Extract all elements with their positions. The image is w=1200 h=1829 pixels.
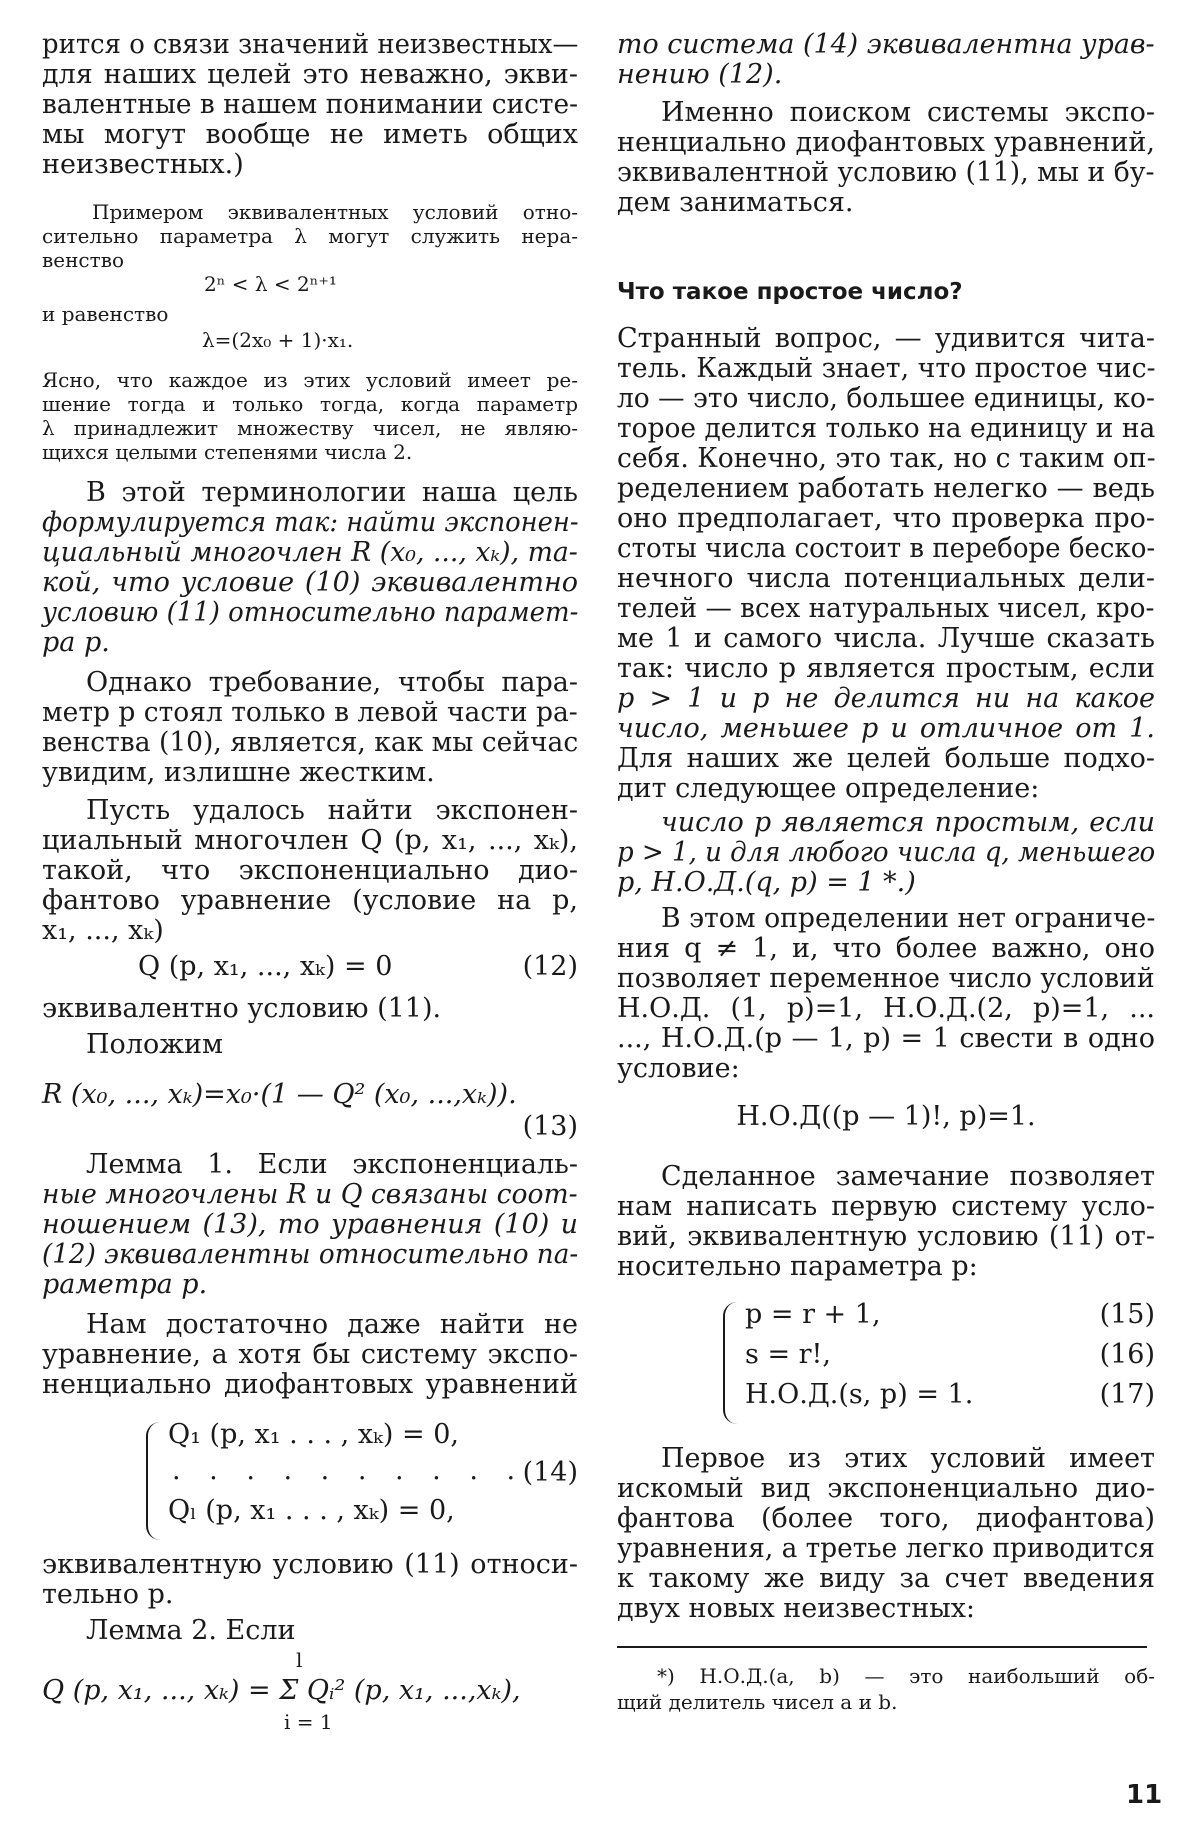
footnote-line: *) Н.О.Д.(a, b) — это наибольший об-	[657, 1664, 1155, 1688]
text-line: ненциально диофантовых уравнений,	[617, 127, 1155, 158]
footnote-rule	[617, 1646, 1147, 1648]
text-line: дит следующее определение:	[617, 773, 1040, 804]
text-line: тельно p.	[42, 1579, 174, 1610]
text-line: В этом определении нет ограниче-	[661, 903, 1156, 934]
equation-16: s = r!,	[745, 1339, 831, 1370]
text-line: дем заниматься.	[617, 187, 854, 218]
equation-number: (16)	[1099, 1339, 1155, 1370]
sum-lower-limit: i = 1	[284, 1710, 333, 1734]
lemma-1-line: ношением (13), то уравнения (10) и	[42, 1209, 578, 1240]
equation-number: (17)	[1099, 1379, 1155, 1410]
lemma-1-line: (12) эквивалентны относительно па-	[42, 1239, 579, 1270]
text-line: позволяет переменное число условий	[617, 963, 1155, 994]
text-line: валентные в нашем понимании систе-	[42, 89, 579, 120]
text-line: такой, что экспоненциально дио-	[42, 855, 578, 886]
text-line: условие:	[617, 1053, 740, 1084]
text-line: ра p.	[42, 627, 110, 658]
text-line: мы могут вообще не иметь общих	[42, 119, 578, 150]
small-text-line: сительно параметра λ могут служить нера-	[42, 224, 578, 248]
small-text-line: Примером эквивалентных условий отно-	[92, 200, 578, 224]
system-14-line: Qₗ (p, x₁ . . . , xₖ) = 0,	[168, 1495, 455, 1526]
equation-number: (14)	[522, 1457, 578, 1488]
text-line: Для наших же целей больше подхо-	[617, 743, 1155, 774]
small-text-line: щихся целыми степенями числа 2.	[42, 440, 413, 464]
equation-17: Н.О.Д.(s, p) = 1.	[745, 1379, 974, 1410]
equation-15: p = r + 1,	[745, 1299, 881, 1330]
equation-number: (13)	[522, 1111, 578, 1142]
text-line: Первое из этих условий имеет	[661, 1443, 1155, 1474]
equality-formula: λ=(2x₀ + 1)·x₁.	[202, 328, 354, 352]
text-line: оно предполагает, что проверка про-	[617, 503, 1155, 534]
lemma-2-line: Лемма 2. Если	[86, 1615, 296, 1646]
definition-line: p > 1, и для любого числа q, меньшего	[617, 837, 1156, 868]
text-line: рится о связи значений неизвестных—	[42, 29, 579, 60]
equation-number: (15)	[1099, 1299, 1155, 1330]
definition-line: число p является простым, если	[661, 807, 1155, 838]
text-line: ..., Н.О.Д.(p — 1, p) = 1 свести в одно	[617, 1023, 1155, 1054]
text-line: уравнения, а третье легко приводится	[617, 1533, 1155, 1564]
text-line: так: число p является простым, если	[617, 653, 1155, 684]
text-line: ределением работать нелегко — ведь	[617, 473, 1155, 504]
text-line: торое делится только на единицу и на	[617, 413, 1156, 444]
text-line: Странный вопрос, — удивится чита-	[617, 323, 1155, 354]
equation-12: Q (p, x₁, ..., xₖ) = 0	[138, 951, 393, 982]
text-line: двух новых неизвестных:	[617, 1593, 976, 1624]
text-line: Сделанное замечание позволяет	[661, 1161, 1155, 1192]
small-text-line: λ принадлежит множеству чисел, не являю-	[42, 416, 578, 440]
small-text-line: Ясно, что каждое из этих условий имеет ре-	[42, 368, 578, 392]
text-line: венства (10), является, как мы сейчас	[42, 727, 579, 758]
equation-number: (12)	[522, 951, 578, 982]
text-line: уравнение, а хотя бы систему экспо-	[42, 1339, 578, 1370]
text-line: условию (11) относительно парамет-	[42, 597, 579, 628]
text-line: x₁, ..., xₖ)	[42, 915, 164, 946]
text-line: фантова (более того, диофантова)	[617, 1503, 1155, 1534]
text-line: стоты числа состоит в переборе беско-	[617, 533, 1156, 564]
text-line: к такому же виду за счет введения	[617, 1563, 1155, 1594]
text-line: кой, что условие (10) эквивалентно	[42, 567, 578, 598]
text-line: телей — всех натуральных чисел, кро-	[617, 593, 1155, 624]
text-line: то система (14) эквивалентна урав-	[617, 29, 1155, 60]
lemma-1-line: ные многочлены R и Q связаны соот-	[42, 1179, 578, 1210]
text-line: тель. Каждый знает, что простое чис-	[617, 353, 1156, 384]
text-line: циальный многочлен Q (p, x₁, ..., xₖ),	[42, 825, 578, 856]
text-line: метр p стоял только в левой части ра-	[42, 697, 578, 728]
text-line: циальный многочлен R (x₀, ..., xₖ), та-	[42, 537, 578, 568]
text-line: Н.О.Д. (1, p)=1, Н.О.Д.(2, p)=1, ...	[617, 993, 1155, 1024]
text-line: искомый вид экспоненциально дио-	[617, 1473, 1155, 1504]
small-text-line: и равенство	[42, 302, 169, 326]
small-text-line: венство	[42, 248, 124, 272]
footnote-line: щий делитель чисел a и b.	[617, 1690, 898, 1714]
definition-line: p, Н.О.Д.(q, p) = 1 *.)	[617, 867, 916, 898]
page-number: 11	[1126, 1780, 1163, 1810]
sum-equation: Q (p, x₁, ..., xₖ) = Σ Qᵢ² (p, x₁, ...,xₖ),	[42, 1675, 521, 1706]
text-line: нению (12).	[617, 59, 783, 90]
system-14-dots: . . . . . . . . . .	[172, 1455, 526, 1486]
text-line: ния q ≠ 1, и, что более важно, оно	[617, 933, 1155, 964]
text-line: неизвестных.)	[42, 149, 244, 180]
text-line: Нам достаточно даже найти не	[86, 1309, 578, 1340]
text-line: ло — это число, большее единицы, ко-	[617, 383, 1155, 414]
text-line: ненциально диофантовых уравнений	[42, 1369, 578, 1400]
text-line: вий, эквивалентную условию (11) от-	[617, 1221, 1155, 1252]
text-line: Однако требование, чтобы пара-	[86, 667, 578, 698]
text-line: увидим, излишне жестким.	[42, 757, 435, 788]
text-line: В этой терминологии наша цель	[86, 477, 578, 508]
text-line: Положим	[86, 1029, 224, 1060]
text-line: p > 1 и p не делится ни на какое	[617, 683, 1155, 714]
text-line: эквивалентной условию (11), мы и бу-	[617, 157, 1155, 188]
text-line: число, меньшее p и отличное от 1.	[617, 713, 1155, 744]
sum-upper-limit: l	[296, 1648, 303, 1672]
text-line: себя. Конечно, это так, но с таким оп-	[617, 443, 1156, 474]
text-line: носительно параметра p:	[617, 1251, 978, 1282]
gcd-equation: Н.О.Д((p — 1)!, p)=1.	[736, 1101, 1036, 1132]
text-line: Пусть удалось найти экспонен-	[86, 795, 578, 826]
equation-13: R (x₀, ..., xₖ)=x₀·(1 — Q² (x₀, ...,xₖ)).	[42, 1079, 517, 1110]
text-line: Именно поиском системы экспо-	[661, 97, 1155, 128]
lemma-1-line: раметра p.	[42, 1269, 208, 1300]
text-line: нам написать первую систему усло-	[617, 1191, 1155, 1222]
system-14-line: Q₁ (p, x₁ . . . , xₖ) = 0,	[168, 1419, 459, 1450]
lemma-1-line: Лемма 1. Если экспоненциаль-	[86, 1149, 578, 1180]
inequality-formula: 2ⁿ < λ < 2ⁿ⁺¹	[204, 272, 337, 296]
text-line: эквивалентно условию (11).	[42, 993, 442, 1024]
text-line: для наших целей это неважно, экви-	[42, 59, 578, 90]
text-line: эквивалентную условию (11) относи-	[42, 1549, 578, 1580]
text-line: нечного числа потенциальных дели-	[617, 563, 1155, 594]
text-line: фантово уравнение (условие на p,	[42, 885, 578, 916]
text-line: ме 1 и самого числа. Лучше сказать	[617, 623, 1155, 654]
section-heading: Что такое простое число?	[617, 279, 963, 305]
small-text-line: шение тогда и только тогда, когда параметр	[42, 392, 578, 416]
text-line: формулируется так: найти экспонен-	[42, 507, 579, 538]
